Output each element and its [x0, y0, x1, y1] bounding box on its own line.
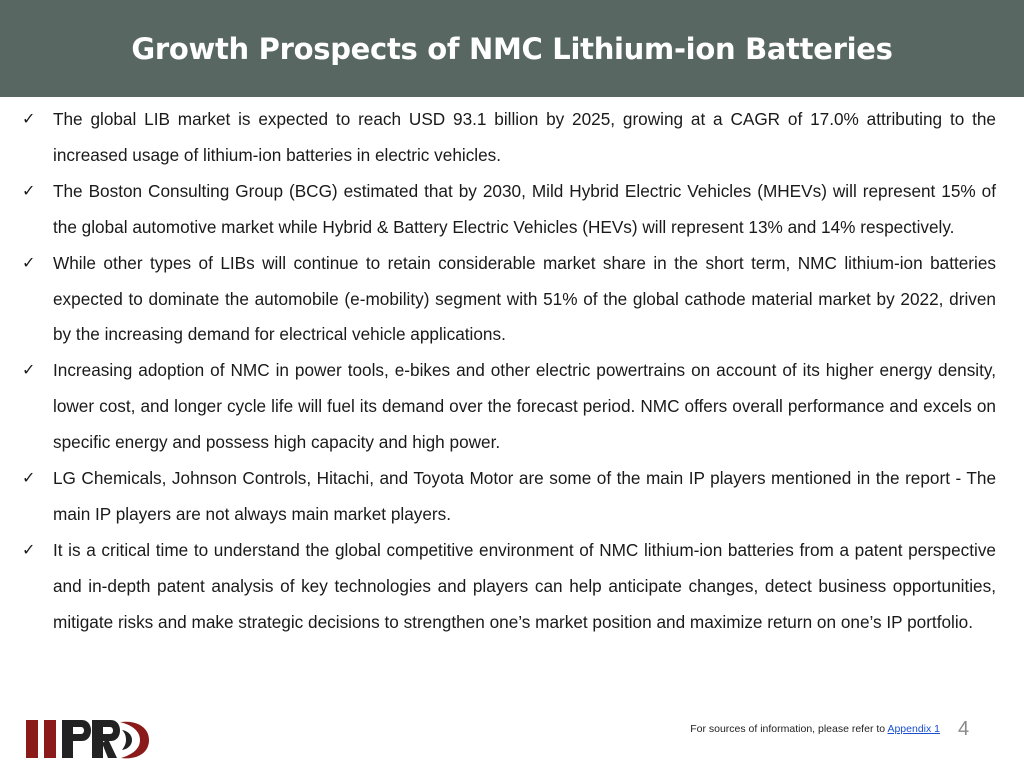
- bullet-item: [22, 102, 996, 174]
- bullet-text: While other types of LIBs will continue to retain considerable market share in the short term, NMC lithium-ion batteries expected to dominate the automobile (e-mobility) segment with 51% of the global cathode material market by 2022, driven by the increasing demand for electrical vehicle applications.: [53, 252, 996, 345]
- slide-title: Growth Prospects of NMC Lithium-ion Batteries: [131, 31, 893, 66]
- page-number: 4: [958, 718, 970, 740]
- check-mark-icon: ✓: [22, 111, 36, 128]
- appendix-link[interactable]: Appendix 1: [887, 723, 940, 735]
- sources-note: [690, 723, 940, 735]
- check-mark-icon: ✓: [22, 182, 36, 200]
- sources-text: For sources of information, please refer to: [690, 723, 886, 735]
- bullet-text: Increasing adoption of NMC in power tools, e-bikes and other electric powertrains on account of its higher energy density, lower cost, and longer cycle life will fuel its demand over the forecast period. NMC offers overall performance and excels on specific energy and possess high capacity and high power.: [53, 360, 996, 453]
- bullet-item: [22, 461, 996, 533]
- bullet-text: The global LIB market is expected to reach USD 93.1 billion by 2025, growing at a CAGR of 17.0% attributing to the increased usage of lithium-ion batteries in electric vehicles.: [53, 109, 996, 165]
- bullet-text: The Boston Consulting Group (BCG) estimated that by 2030, Mild Hybrid Electric Vehicles (MHEVs) will represent 15% of the global automotive market while Hybrid & Battery Electric Vehicles (HEVs) will represent 13% and 14% respectively.: [53, 180, 996, 237]
- bullet-text: It is a critical time to understand the global competitive environment of NMC lithium-ion batteries from a patent perspective and in-depth patent analysis of key technologies and players can help anticipate changes, detect business opportunities, mitigate risks and make strategic decisions to strengthen one’s market position and maximize return on one’s IP portfolio.: [53, 539, 996, 632]
- bullet-list: [22, 102, 996, 641]
- bullet-text: LG Chemicals, Johnson Controls, Hitachi, and Toyota Motor are some of the main IP players mentioned in the report - The main IP players are not always main market players.: [53, 468, 996, 524]
- check-mark-icon: ✓: [22, 254, 36, 272]
- check-mark-icon: ✓: [22, 362, 36, 380]
- title-bar: [0, 0, 1024, 97]
- check-mark-icon: ✓: [22, 470, 36, 488]
- iiprd-logo: [24, 716, 150, 762]
- bullet-item: [22, 174, 996, 246]
- bullet-item: [22, 533, 996, 641]
- bullet-item: [22, 353, 996, 461]
- check-mark-icon: ✓: [22, 541, 36, 559]
- bullet-item: [22, 246, 996, 354]
